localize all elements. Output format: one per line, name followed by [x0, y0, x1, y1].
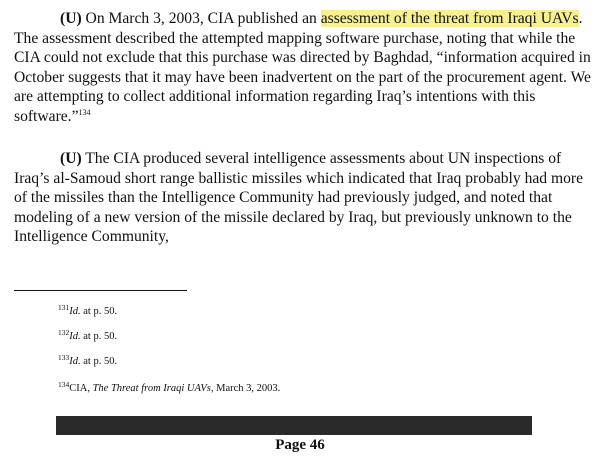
- paragraph-uav-assessment: (U) On March 3, 2003, CIA published an assessment of the threat from Iraqi UAVs. The assessment described the attempted mapping software purchase, noting that while the CIA could not exclude that this purchase was directed by Baghdad, “information acquired in October suggests that it may have been inadvertent on the part of the procurement agent. We are attempting to collect additional information regarding Iraq’s intentions with this software.”$^{134}$: [14, 10, 591, 125]
- footnote-131: $^{131}$Id. at p. 50.: [58, 303, 118, 317]
- highlighted-link-text: assessment of the threat from Iraqi UAVs: [320, 10, 579, 27]
- redaction-bar: [56, 416, 532, 435]
- footnote-132: $^{132}$Id. at p. 50.: [58, 328, 118, 342]
- classification-marker: (U): [60, 150, 82, 167]
- paragraph-al-samoud: (U) The CIA produced several intelligence assessments about UN inspections of Iraq’s al-Samoud short range ballistic missiles which indicated that Iraq probably had more of the missiles than the Intelligence Community had previously judged, and noted that modeling of a new version of the missile declared by Iraq, but previously unknown to the Intelligence Community,: [14, 150, 584, 246]
- page-number: Page 46: [275, 437, 325, 453]
- footnote-133: $^{133}$Id. at p. 50.: [58, 353, 118, 367]
- footnote-134: $^{134}$CIA, The Threat from Iraqi UAVs, March 3, 2003.: [58, 380, 281, 394]
- classification-marker: (U): [60, 10, 82, 27]
- footnote-divider: [14, 290, 187, 291]
- footnote-ref: 134: [78, 107, 91, 117]
